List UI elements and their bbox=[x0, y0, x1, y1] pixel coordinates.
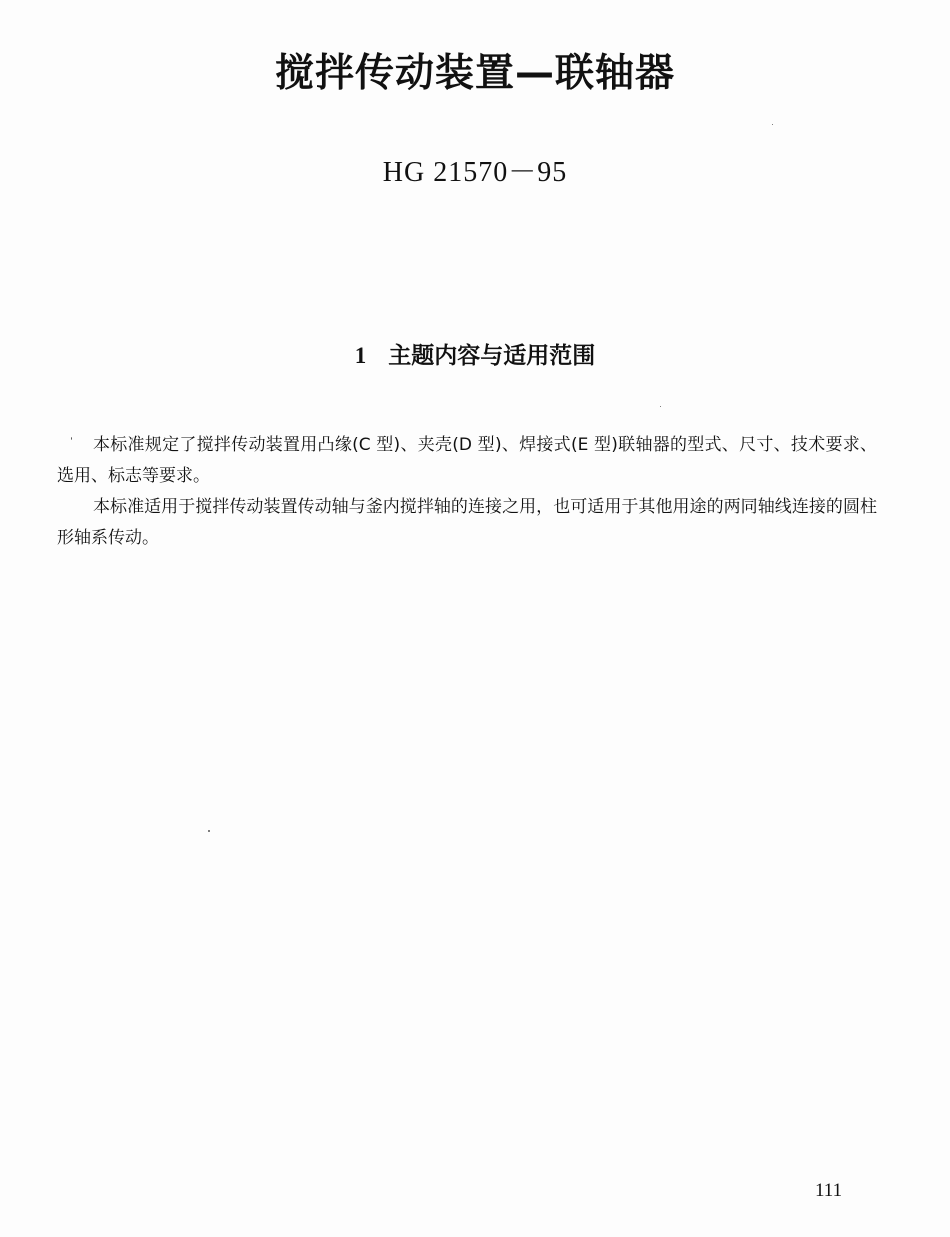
document-title: 搅拌传动装置—联轴器 bbox=[274, 51, 675, 96]
page-number: 111 bbox=[815, 1180, 843, 1201]
section-title: 主题内容与适用范围 bbox=[388, 343, 596, 369]
paragraph-applicability: 本标准适用于搅拌传动装置传动轴与釜内搅拌轴的连接之用，也可适用于其他用途的两同轴线连接的圆柱形轴系传动。 bbox=[57, 497, 877, 548]
section-heading bbox=[0, 337, 950, 370]
scan-speck bbox=[71, 437, 72, 440]
paragraph-scope: 本标准规定了搅拌传动装置用凸缘(C 型)、夹壳(D 型)、焊接式(E 型)联轴器的型式、尺寸、技术要求、选用、标志等要求。 bbox=[57, 435, 877, 486]
body-text bbox=[57, 430, 877, 554]
scan-speck bbox=[772, 124, 773, 125]
section-number: 1 bbox=[354, 343, 367, 368]
standard-code: HG 21570－95 bbox=[382, 157, 568, 188]
scan-speck bbox=[208, 830, 210, 832]
scan-speck bbox=[660, 406, 661, 407]
